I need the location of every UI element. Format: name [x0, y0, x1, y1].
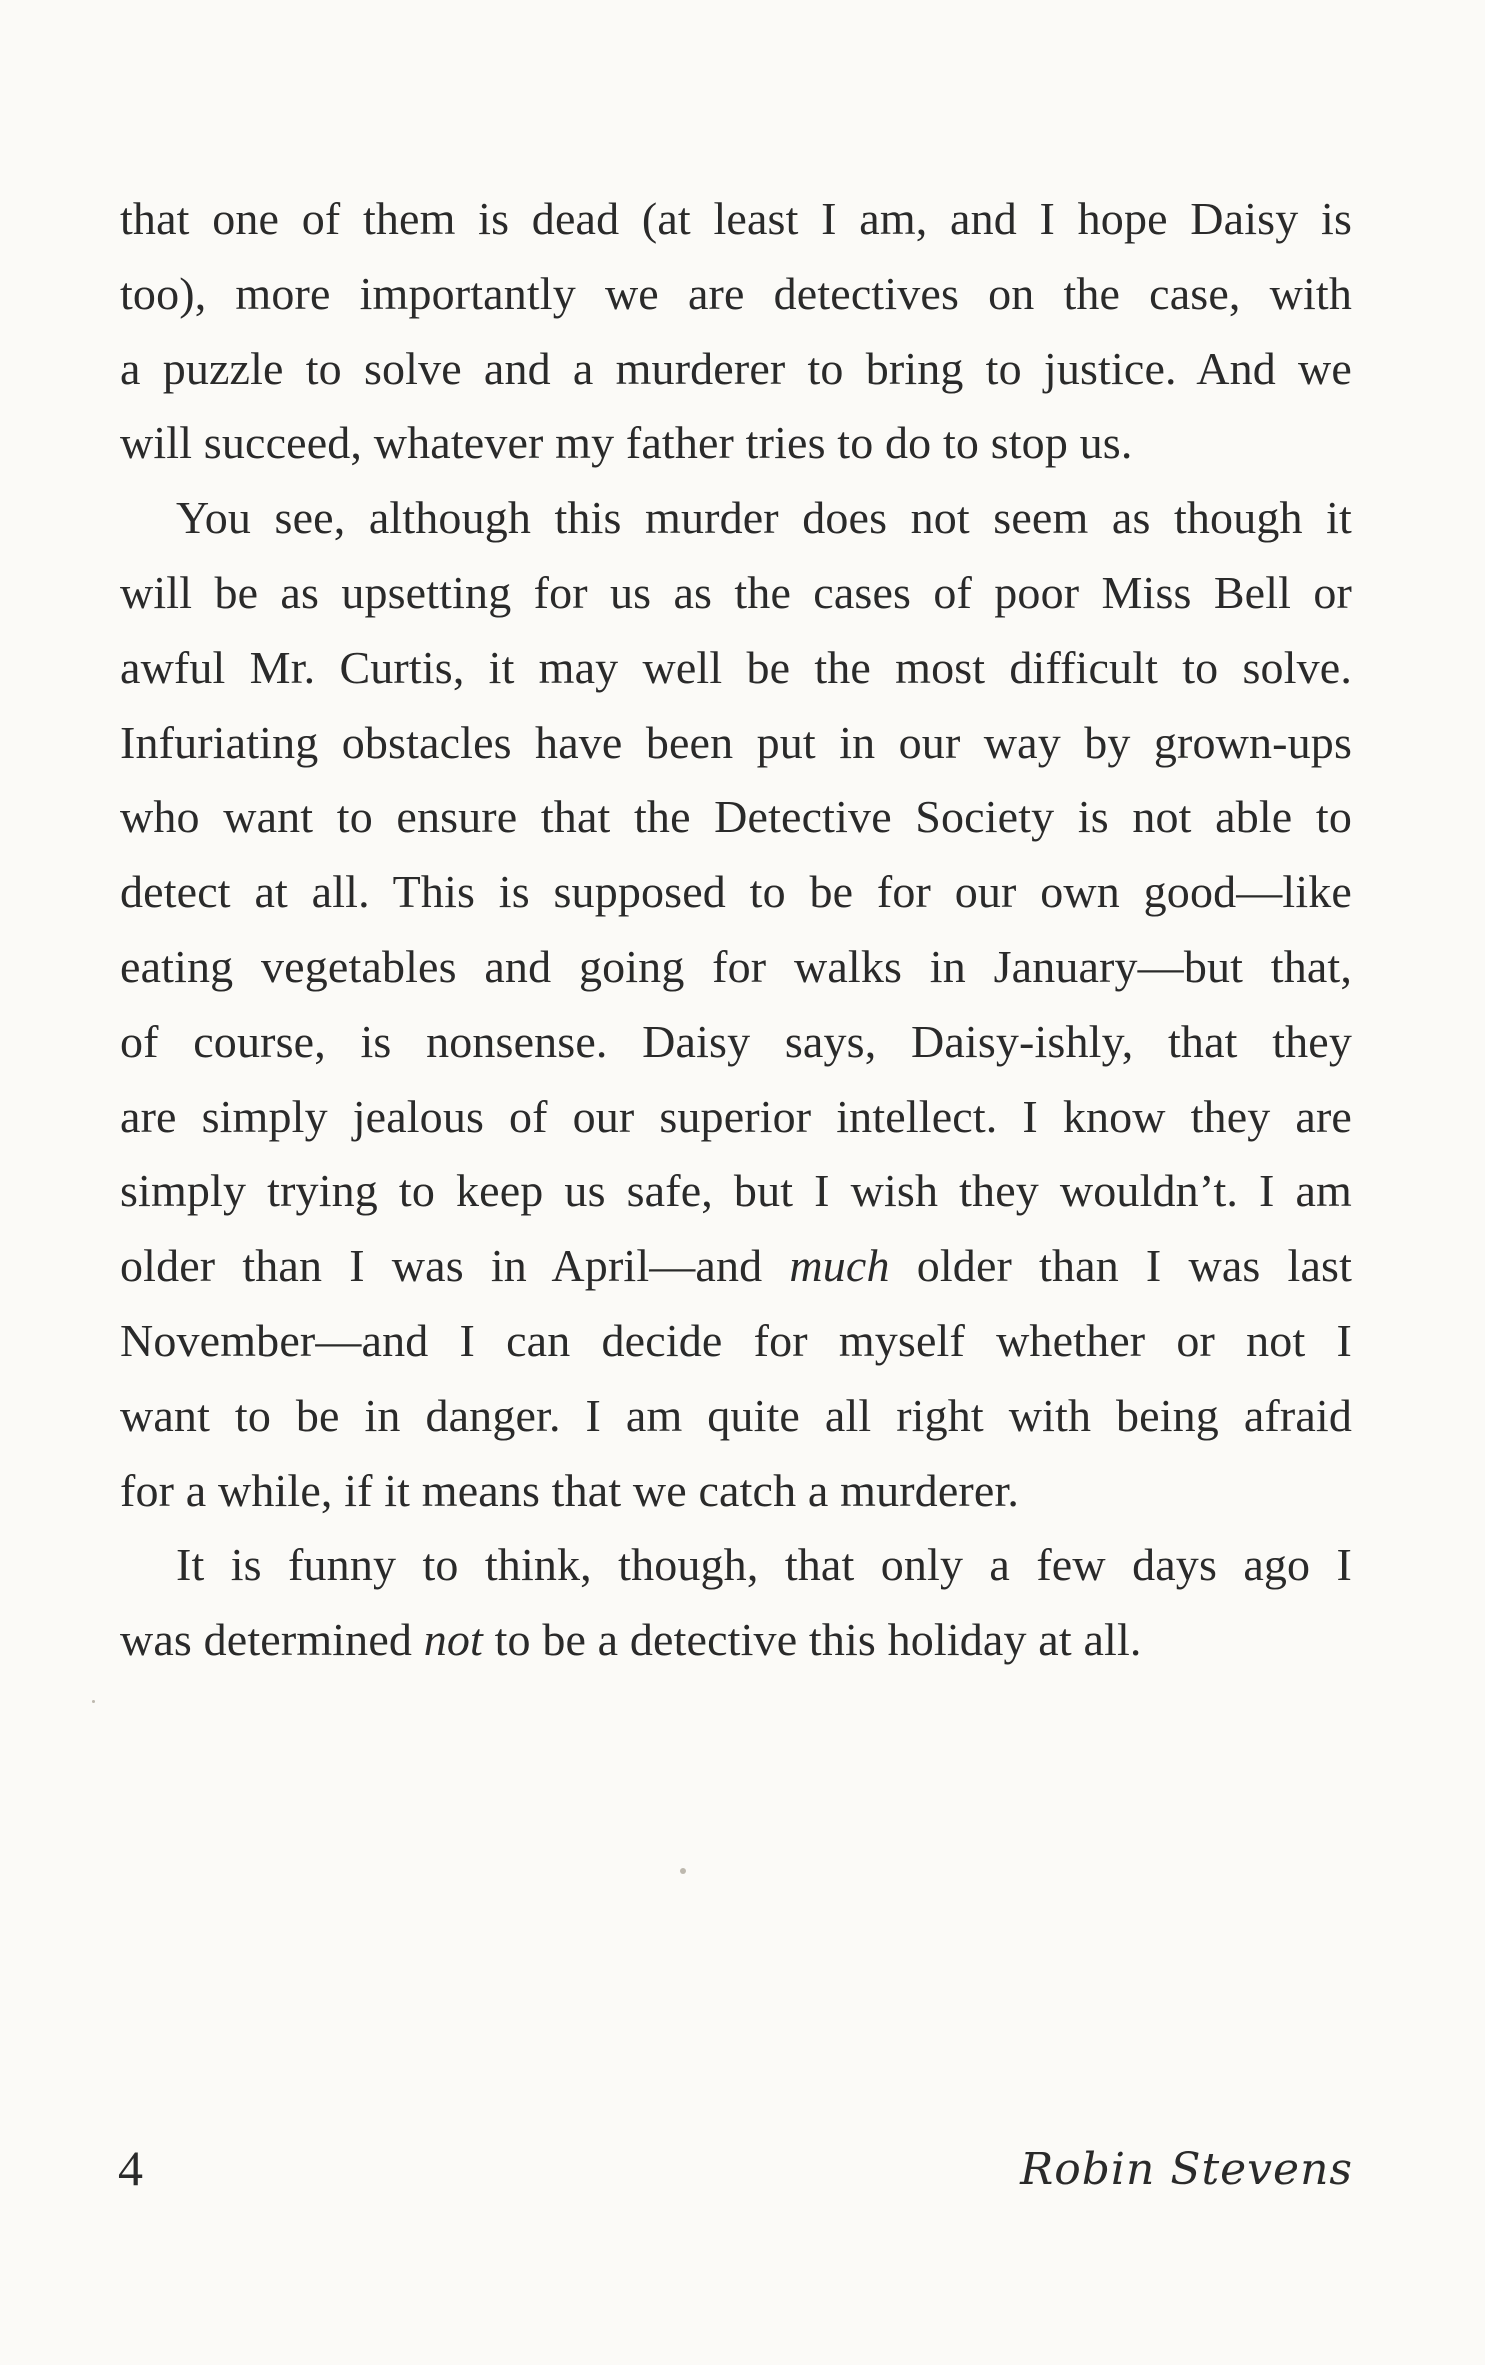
text-line: It is funny to think, though, that only a few days ago I — [176, 1539, 1352, 1591]
text-line: who want to ensure that the Detective Society is not able to — [120, 791, 1352, 843]
text-line: will succeed, whatever my father tries to do to stop us. — [120, 417, 1133, 469]
text-run: older than I was in April—and — [120, 1240, 790, 1292]
paper-speck — [680, 1868, 686, 1874]
text-line: eating vegetables and going for walks in January—but that, — [120, 940, 1352, 992]
text-line: will be as upsetting for us as the cases of poor Miss Bell or — [120, 566, 1352, 618]
body-text — [120, 182, 1352, 1678]
text-line: that one of them is dead (at least I am, and I hope Daisy is — [120, 193, 1352, 244]
text-line: awful Mr. Curtis, it may well be the most difficult to solve. — [120, 641, 1352, 693]
text-line: Infuriating obstacles have been put in our way by grown-ups — [120, 716, 1352, 768]
paper-speck — [92, 1700, 95, 1703]
text-line: are simply jealous of our superior intellect. I know they are — [120, 1090, 1352, 1142]
text-run: older than I was last — [889, 1240, 1353, 1292]
author-running-footer: Robin Stevens — [1020, 2144, 1353, 2195]
text-line-italic-emphasis — [120, 1229, 1352, 1304]
text-line: simply trying to keep us safe, but I wish they wouldn’t. I am — [120, 1165, 1352, 1217]
text-line: for a while, if it means that we catch a murderer. — [120, 1464, 1020, 1516]
text-line: a puzzle to solve and a murderer to bring to justice. And we — [120, 342, 1352, 394]
text-line-italic-emphasis — [120, 1603, 1352, 1678]
italic-emphasis: much — [789, 1240, 890, 1292]
text-line: of course, is nonsense. Daisy says, Daisy-ishly, that they — [120, 1015, 1352, 1067]
text-line: too), more importantly we are detectives on the case, with — [120, 267, 1352, 319]
text-line: detect at all. This is supposed to be for our own good—like — [120, 866, 1352, 918]
page-number: 4 — [118, 2140, 143, 2196]
text-line: November—and I can decide for myself whether or not I — [120, 1314, 1352, 1366]
italic-emphasis: not — [423, 1614, 483, 1666]
text-run: to be a detective this holiday at all. — [482, 1614, 1142, 1666]
text-line: You see, although this murder does not seem as though it — [176, 492, 1352, 544]
text-run: was determined — [120, 1614, 424, 1666]
text-line: want to be in danger. I am quite all right with being afraid — [120, 1389, 1352, 1441]
